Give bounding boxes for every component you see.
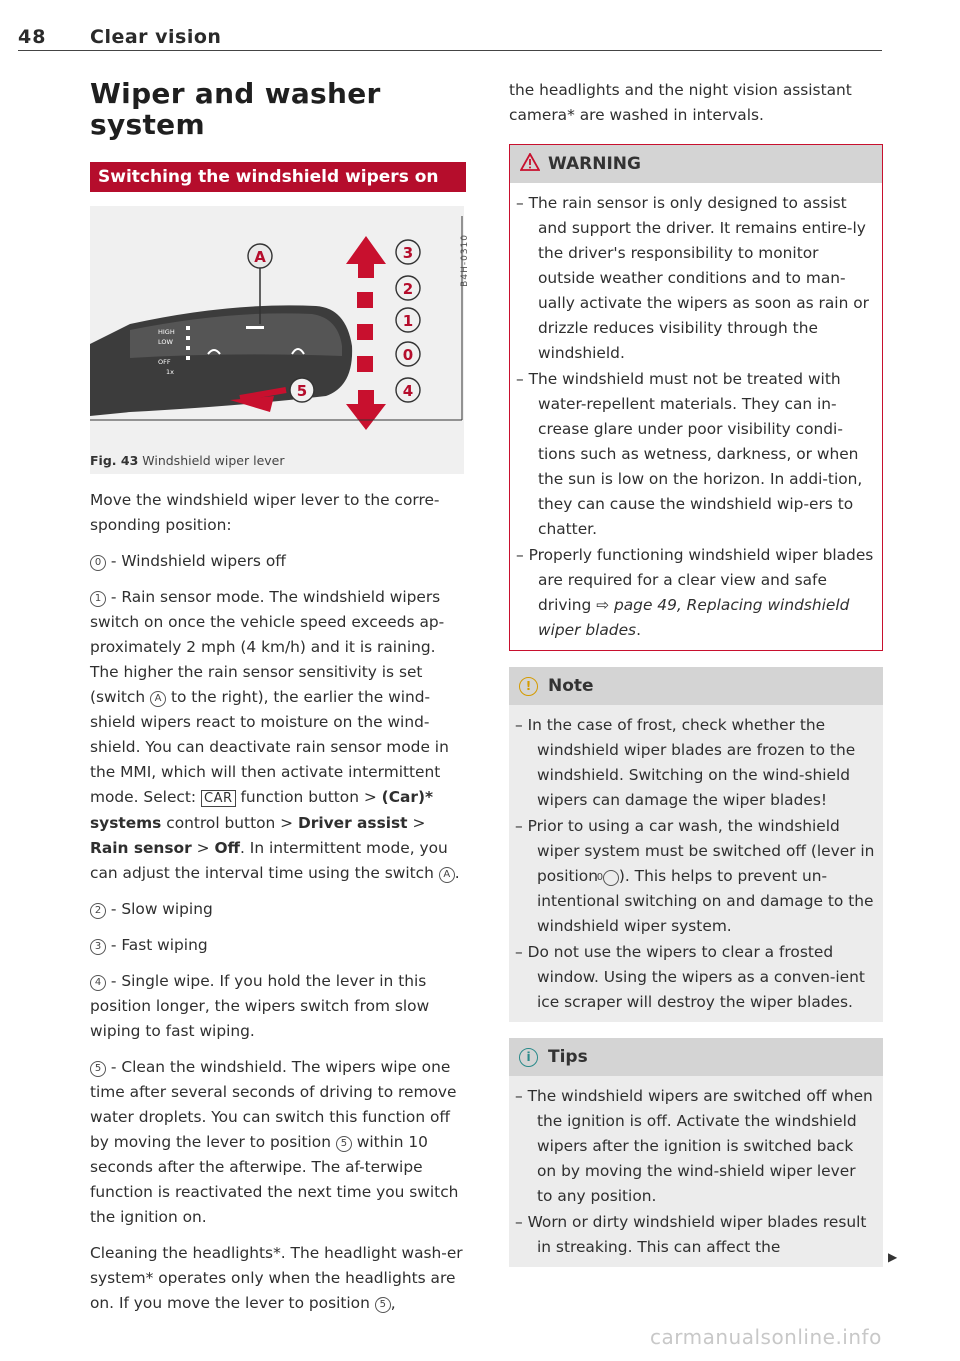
- warning-item-1: – The rain sensor is only designed to assist and support the driver. It remains entire-ly the driver's responsibility to monitor outside weather conditions and to man-ually activate the wipers as soon as rain or drizzle reduces visibility through the windshield.: [516, 194, 869, 362]
- continue-arrow-icon: ▶: [888, 1250, 898, 1264]
- note-header: [509, 667, 883, 705]
- section-title: Clear vision: [90, 26, 222, 48]
- warning-title: WARNING: [548, 154, 641, 174]
- lever-label-off: OFF: [158, 358, 171, 366]
- note-list: [509, 705, 883, 1022]
- position-square-2: [357, 292, 373, 308]
- continued-paragraph: the headlights and the night vision assistant camera* are washed in intervals.: [509, 81, 852, 124]
- headlights-position-5-icon: 5: [375, 1297, 391, 1313]
- position-0-paragraph: 0 - Windshield wipers off: [90, 549, 466, 574]
- callout-1: 1: [402, 312, 414, 330]
- tips-title: Tips: [548, 1047, 588, 1067]
- right-column: [509, 78, 883, 1267]
- position-square-1: [357, 324, 373, 340]
- position-2-icon: 2: [90, 903, 106, 919]
- wiper-lever-illustration: [90, 206, 464, 474]
- page-number: 48: [18, 26, 47, 48]
- callout-2: 2: [402, 280, 414, 298]
- switch-a-icon: A: [150, 691, 166, 707]
- note-position-0-icon: 0: [603, 870, 619, 886]
- page-49-link[interactable]: ⇨ page 49, Replacing windshield wiper blades: [538, 596, 850, 639]
- page-title: Wiper and washer system: [90, 77, 381, 141]
- position-5-icon: 5: [90, 1061, 106, 1077]
- warning-item-3: – Properly functioning windshield wiper blades are required for a clear view and safe driving ⇨ page 49, Replacing windshield wiper blades.: [516, 546, 874, 639]
- switch-a-icon-2: A: [439, 867, 455, 883]
- warning-header: [510, 144, 882, 183]
- position-4-icon: 4: [90, 975, 106, 991]
- position-1-icon: 1: [90, 591, 106, 607]
- info-icon: i: [519, 1048, 538, 1067]
- figure-caption-text: Windshield wiper lever: [142, 453, 285, 468]
- warning-item-2: – The windshield must not be treated with water-repellent materials. They can in-crease glare under poor visibility condi-tions such as wetness, darkness, or when the sun is low on the horizon. In addi-tion, they can cause the windshield wip-ers to chatter.: [516, 370, 863, 538]
- note-icon: !: [519, 677, 538, 696]
- headlights-paragraph: Cleaning the headlights*. The headlight wash-er system* operates only when the headlights are on. If you move the lever to position 5 ,: [90, 1244, 463, 1312]
- page-header: [18, 26, 882, 51]
- callout-a-label: A: [254, 248, 266, 266]
- intro-paragraph: Move the windshield wiper lever to the corre-sponding position:: [90, 491, 440, 534]
- note-item-2: – Prior to using a car wash, the windshield wiper system must be switched off (lever in position 0 ). This helps to prevent un-intentional switching on and damage to the windshield wiper system.: [515, 817, 875, 935]
- down-arrow-icon: [346, 390, 386, 430]
- callout-5: 5: [296, 382, 308, 400]
- position-0-icon: 0: [90, 555, 106, 571]
- position-5-ref-icon: 5: [336, 1136, 352, 1152]
- lever-label-low: LOW: [158, 338, 173, 346]
- callout-0: 0: [402, 346, 414, 364]
- up-arrow-icon: [346, 236, 386, 278]
- figure-code: B4H-0310: [460, 234, 470, 287]
- position-5-paragraph: 5 - Clean the windshield. The wipers wipe one time after several seconds of driving to remove water droplets. You can switch this function off by moving the lever to position 5 within 10 seconds after the afterwipe. The af-terwipe function is reactivated the next time you switch the ignition on.: [90, 1058, 459, 1226]
- note-item-1: – In the case of frost, check whether the windshield wiper blades are frozen to the windshield. Switching on the wind-shield wipers can damage the wiper blades!: [515, 716, 856, 809]
- figure-caption-label: Fig. 43: [90, 453, 139, 468]
- left-column: [90, 77, 470, 1327]
- position-2-paragraph: 2 - Slow wiping: [90, 897, 466, 922]
- lever-label-high: HIGH: [158, 328, 175, 336]
- figure-wiper-lever: [90, 206, 470, 474]
- tips-list: [509, 1076, 883, 1267]
- tips-item-2: – Worn or dirty windshield wiper blades result in streaking. This can affect the: [515, 1213, 867, 1256]
- callout-3: 3: [402, 244, 414, 262]
- callout-4: 4: [402, 382, 414, 400]
- figure-caption: [90, 453, 284, 468]
- subheading: Switching the windshield wipers on: [90, 162, 466, 192]
- note-box: [509, 667, 883, 1022]
- note-item-3: – Do not use the wipers to clear a frosted window. Using the wipers as a conven-ient ice scraper will destroy the wiper blades.: [515, 943, 865, 1011]
- car-key: CAR: [201, 790, 236, 807]
- position-3-icon: 3: [90, 939, 106, 955]
- tips-item-1: – The windshield wipers are switched off when the ignition is off. Activate the windshield wipers after the ignition is switched back on by moving the wind-shield wiper lever to any position.: [515, 1087, 873, 1205]
- position-1-paragraph: 1 - Rain sensor mode. The windshield wipers switch on once the vehicle speed exceeds ap-proximately 2 mph (4 km/h) and it is raining. The higher the rain sensor sensitivity is set (switch A to the right), the earlier the wind-shield wipers react to moisture on the wind-shield. You can deactivate rain sensor mode in the MMI, which will then activate intermittent mode. Select: CAR function button > (Car)* systems control button > Driver assist > Rain sensor > Off. In intermittent mode, you can adjust the interval time using the switch A .: [90, 588, 460, 882]
- warning-list: [510, 183, 882, 650]
- lever-label-1x: 1x: [166, 368, 174, 376]
- watermark: carmanualsonline.info: [650, 1325, 882, 1349]
- position-3-paragraph: 3 - Fast wiping: [90, 933, 466, 958]
- note-title: Note: [548, 676, 594, 696]
- position-4-paragraph: 4 - Single wipe. If you hold the lever in this position longer, the wipers switch from slow wiping to fast wiping.: [90, 972, 430, 1040]
- position-square-0: [357, 356, 373, 372]
- warning-box: [509, 144, 883, 651]
- tips-box: [509, 1038, 883, 1267]
- warning-triangle-icon: [520, 153, 540, 171]
- tips-header: [509, 1038, 883, 1076]
